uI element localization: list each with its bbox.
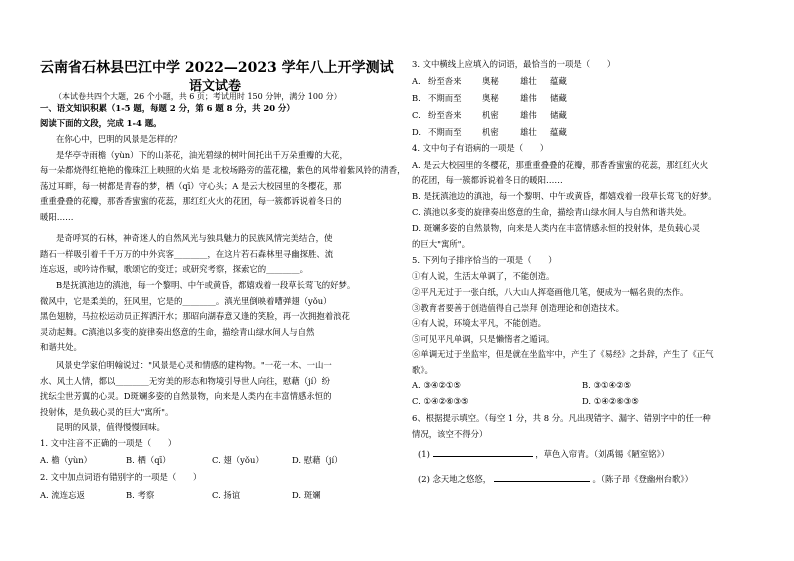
q4-line: B. 是抚滇池边的滇池，每一个黎明、中午或黄昏，都嬉戏着一段草长莺飞的好梦。 xyxy=(412,191,717,201)
exam-note: （本试卷共四个大题，26 个小题，共 6 页；考试用时 150 分钟，满分 100 分） xyxy=(54,92,342,101)
left-column xyxy=(40,0,406,561)
q5-line: ④有人说，环境太平凡，不能创造。 xyxy=(412,318,546,328)
passage-line: B是抚滇池边的滇池，每一个黎明、中午或黄昏，都嬉戏着一段草长莺飞的好梦。 xyxy=(56,280,356,290)
passage-line: 是奇呼冥的石林，神奇迷人的自然风光与独具魅力的民族风情完美结合，使 xyxy=(56,233,333,243)
q1-option-d: D. 慰藉（jí） xyxy=(292,455,343,465)
passage-line: 风景史学家伯明翰说过："风景是心灵和情感的建构物。"一花一木、一山一 xyxy=(56,360,332,370)
exam-title: 云南省石林县巴江中学 2022—2023 学年八上开学测试 xyxy=(40,60,394,76)
q5-stem: 5. 下列句子排序恰当的一项是（ ） xyxy=(412,255,557,265)
q3-option-d-label: D. xyxy=(412,127,422,137)
reading-intro: 阅读下面的文段，完成 1-4 题。 xyxy=(40,118,162,128)
passage-line: 踏石一样吸引着千千万万的中外宾客________，在这片若石森林里寻幽探胜、流 xyxy=(40,249,334,259)
q4-line: 的花团，每一簇都诉说着冬日的暖阳…… xyxy=(412,175,563,185)
q1-stem: 1. 文中注音不正确的一项是（ ） xyxy=(40,438,177,448)
q5-line: ①有人说，生活太单调了，不能创造。 xyxy=(412,271,555,281)
passage-line: 微风中，它是柔美的，狂风里，它是的________。滇光里倒映着嘈弹翅（yǒu） xyxy=(40,296,332,306)
q4-stem: 4. 文中句子有语病的一项是（ ） xyxy=(412,143,549,153)
q3-option-a-w4: 蕴藏 xyxy=(550,76,567,86)
q3-option-c-w4: 储藏 xyxy=(550,110,567,120)
q1-option-b: B. 栖（qī） xyxy=(126,455,171,465)
q4-line: D. 斑斓多姿的自然景物，向来是人类内在丰富情感永恒的投射体，是负载心灵 xyxy=(412,223,701,233)
passage-line: 扰纭尘世芳翼的心灵。D斑斓多姿的自然景物，向来是人类内在丰富情感永恒的 xyxy=(40,391,332,401)
q3-option-d-w3: 雄壮 xyxy=(520,127,537,137)
passage-line: 和谐共处。 xyxy=(40,342,82,352)
q3-option-c-label: C. xyxy=(412,110,421,120)
passage-line: 投射体，是负载心灵的巨大"寓所"。 xyxy=(40,407,174,417)
passage-line: 暖阳…… xyxy=(40,212,74,222)
q6-item-1-blank[interactable] xyxy=(433,456,533,457)
q3-option-d-w4: 蕴藏 xyxy=(550,127,567,137)
q3-option-b-w3: 雄伟 xyxy=(520,93,537,103)
q4-line: C. 滇池以多变的旋律奏出悠意的生命，描绘青山绿水间人与自然和谐共处。 xyxy=(412,207,692,217)
q5-line: ②平凡无过于一张白纸，八大山人挥毫画他几笔，便成为一幅名贵的杰作。 xyxy=(412,287,689,297)
q6-item-2-blank[interactable] xyxy=(494,481,590,482)
q6-item-1-num: (1) xyxy=(418,449,430,459)
q4-line: 的巨大"寓所"。 xyxy=(412,239,470,249)
q3-option-d-w1: 不期而至 xyxy=(428,127,462,137)
passage-line: 水、风土人情，都以________无穷美的形态和物境引导世人向往，慰藉（jí）纷 xyxy=(40,376,331,386)
q2-option-b: B. 考察 xyxy=(126,490,155,500)
q5-option-d: D. ①④②⑥③⑤ xyxy=(582,396,639,406)
q6-stem-cont: 情况，该空不得分） xyxy=(412,429,488,439)
q6-item-1-text: ，草色入帘青。（刘禹锡《陋室铭》） xyxy=(535,449,670,459)
right-column xyxy=(412,0,784,561)
q3-option-d-w2: 机密 xyxy=(482,127,499,137)
q5-option-b: B. ③①④②⑤ xyxy=(582,380,632,390)
q6-stem: 6、根据提示填空。（每空 1 分，共 8 分。凡出现错字、漏字、错别字中的任一种 xyxy=(412,413,711,423)
passage-line: 灵动起舞。C滇池以多变的旋律奏出悠意的生命，描绘青山绿水间人与自然 xyxy=(40,327,315,337)
q2-option-d: D. 斑斓 xyxy=(292,490,321,500)
q3-option-b-w2: 奥秘 xyxy=(482,93,499,103)
q2-stem: 2. 文中加点词语有错别字的一项是（ ） xyxy=(40,472,202,482)
passage-line: 在你心中，巴明的风景是怎样的？ xyxy=(56,134,182,144)
q3-option-b-w4: 储藏 xyxy=(550,93,567,103)
q3-option-a-w3: 雄壮 xyxy=(520,76,537,86)
q5-line: ③教育者要善于创造值得自己崇拜 创造理论和创造技术。 xyxy=(412,303,625,313)
passage-line: 每一朵都烧得红艳艳的像珠江上映照的火焰 是 北校场路旁的蓝花楹，紫色的风带着紫风铃的清香， xyxy=(40,165,406,175)
passage-line: 重重叠叠的花瓣，那香香蜜蜜的花蕊，那红红火火的花团，每一簇都诉说着冬日的 xyxy=(40,196,342,206)
q3-option-a-w2: 奥秘 xyxy=(482,76,499,86)
q3-option-b-w1: 不期而至 xyxy=(428,93,462,103)
q5-option-c: C. ①④②⑥③⑤ xyxy=(412,396,469,406)
passage-line: 昆明的风景，值得慢慢回味。 xyxy=(56,422,165,432)
q5-option-a: A. ③④②①⑤ xyxy=(412,380,461,390)
q1-option-c: C. 翅（yǒu） xyxy=(212,455,264,465)
exam-subtitle: 语文试卷 xyxy=(188,79,241,94)
passage-line: 荡过耳畔，每一树都是青春的梦，栖（qī）守心头；A 是云大校园里的冬樱花，那 xyxy=(40,181,342,191)
q3-option-a-label: A. xyxy=(412,76,421,86)
passage-line: 连忘返，或吟诗作赋，歌颂它的变迁；或研究考察，探索它的________。 xyxy=(40,264,308,274)
q6-item-1 xyxy=(418,449,669,460)
q3-stem: 3. 文中横线上应填入的词语，最恰当的一项是（ ） xyxy=(412,59,616,69)
q3-option-c-w3: 雄伟 xyxy=(520,110,537,120)
q6-item-2-num: (2) 念天地之悠悠， xyxy=(418,474,492,484)
q3-option-c-w1: 纷至沓来 xyxy=(428,110,462,120)
section1-heading: 一、语文知识积累（1-5 题，每题 2 分，第 6 题 8 分，共 20 分） xyxy=(40,103,295,113)
q3-option-b-label: B. xyxy=(412,93,421,103)
q3-option-a-w1: 纷至沓来 xyxy=(428,76,462,86)
q2-option-c: C. 扬谊 xyxy=(212,490,241,500)
q5-line: ⑥单调无过于坐监牢，但是就在坐监牢中，产生了《易经》之卦辞，产生了《正气 xyxy=(412,349,714,359)
q4-line: A. 是云大校园里的冬樱花，那重重叠叠的花瓣，那香香蜜蜜的花蕊，那红红火火 xyxy=(412,160,709,170)
q5-line: 歌》。 xyxy=(412,365,433,375)
q6-item-2-text: 。（陈子昂《登幽州台歌》） xyxy=(592,474,693,484)
q1-option-a: A. 檐（yùn） xyxy=(40,455,93,465)
passage-line: 是华亭寺雨檐（yùn）下的山茶花，油光碧绿的树叶间托出千万朵重瓣的大花， xyxy=(56,150,348,160)
passage-line: 黑色翅膀，马拉松运动员正挥洒汗水；那昭向湖春意又逢的笑脸，再一次拥抱着浪花 xyxy=(40,311,350,321)
q3-option-c-w2: 机密 xyxy=(482,110,499,120)
q2-option-a: A. 流连忘返 xyxy=(40,490,85,500)
q5-line: ⑤可见平凡单调，只是懒惰者之遁词。 xyxy=(412,334,555,344)
q6-item-2 xyxy=(418,474,693,485)
